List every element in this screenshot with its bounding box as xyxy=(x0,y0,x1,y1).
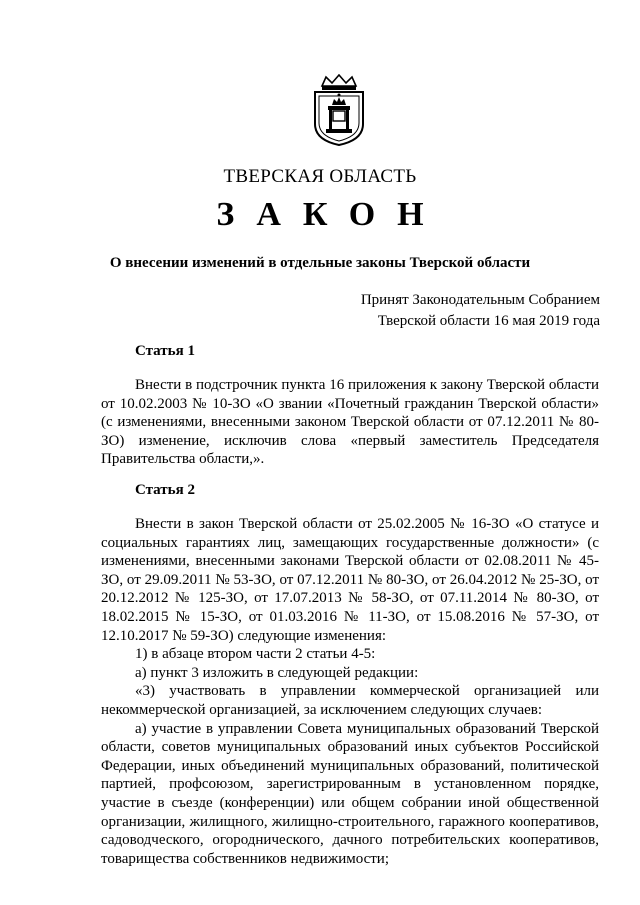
article-2-paragraph: Внести в закон Тверской области от 25.02.2005 № 16-ЗО «О статусе и социальных гарантиях лиц, замещающих государственные должности» (с изменениями, внесенными законами Тверской области от 02.08.2011 № 45-ЗО, от 29.09.2011 № 53-ЗО, от 07.12.2011 № 80-ЗО, от 26.04.2012 № 25-ЗО, от 20.12.2012 № 125-ЗО, от 17.07.2013 № 58-ЗО, от 07.11.2014 № 80-ЗО, от 18.02.2015 № 15-ЗО, от 01.03.2016 № 11-ЗО, от 15.08.2016 № 57-ЗО, от 12.10.2017 № 59-ЗО) следующие изменения: xyxy=(101,516,599,644)
article-1-body xyxy=(101,376,599,469)
tver-coat-of-arms-icon xyxy=(312,74,366,146)
article-1-heading: Статья 1 xyxy=(135,343,195,359)
document-type: ЗАКОН xyxy=(216,196,446,233)
article-2-paragraph: 1) в абзаце втором части 2 статьи 4-5: xyxy=(135,646,376,663)
adoption-line-1: Принят Законодательным Собранием xyxy=(360,292,600,308)
article-2-paragraph: «3) участвовать в управлении коммерческой организацией или некоммерческой организацией, за исключением следующих случаев: xyxy=(101,683,599,718)
adoption-line-2: Тверской области 16 мая 2019 года xyxy=(377,313,600,329)
article-1-paragraph: Внести в подстрочник пункта 16 приложения к закону Тверской области от 10.02.2003 № 10-ЗО «О звании «Почетный гражданин Тверской области» (с изменениями, внесенными законом Тверской области от 07.12.2011 № 80-ЗО) изменение, исключив слова «первый заместитель Председателя Правительства области,». xyxy=(101,377,599,468)
law-title: О внесении изменений в отдельные законы Тверской области xyxy=(109,255,531,271)
article-2-heading: Статья 2 xyxy=(135,482,195,498)
adoption-note xyxy=(300,290,600,332)
article-2-paragraph: а) участие в управлении Совета муниципальных образований Тверской области, советов муниципальных образований иных субъектов Российской Федерации, иных объединений муниципальных образований, политической партией, профсоюзом, зарегистрированным в установленном порядке, участие в съезде (конференции) или общем собрании иной общественной организации, жилищного, жилищно-строительного, гаражного кооперативов, садоводческого, огороднического, дачного потребительских кооперативов, товарищества собственников недвижимости; xyxy=(101,720,599,867)
article-2-body xyxy=(101,515,599,868)
region-heading: ТВЕРСКАЯ ОБЛАСТЬ xyxy=(223,166,417,187)
article-2-paragraph: а) пункт 3 изложить в следующей редакции: xyxy=(135,664,419,681)
